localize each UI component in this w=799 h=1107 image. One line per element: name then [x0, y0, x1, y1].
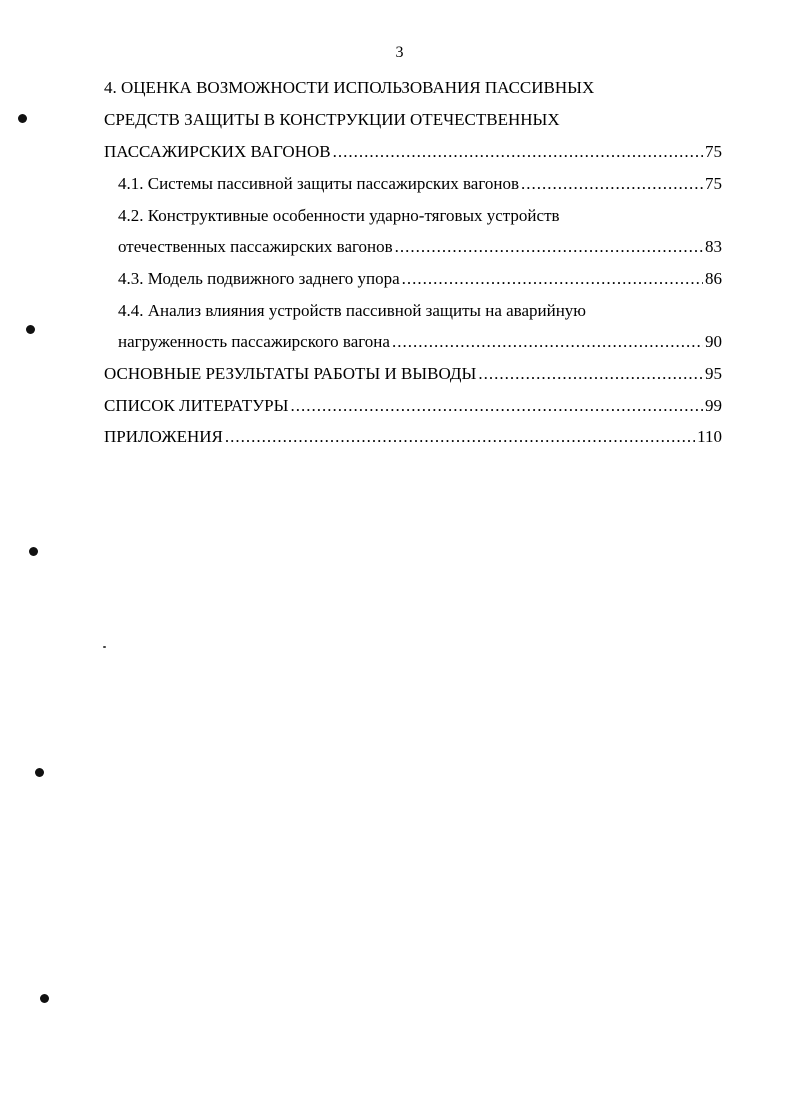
dot-leader — [395, 233, 703, 261]
binder-hole-mark — [26, 325, 35, 334]
toc-entry-4-3[interactable] — [118, 265, 722, 293]
toc-entry-title: отечественных пассажирских вагонов — [118, 237, 393, 256]
toc-entry-literature[interactable] — [104, 392, 722, 420]
toc-chapter4-title-line1: 4. ОЦЕНКА ВОЗМОЖНОСТИ ИСПОЛЬЗОВАНИЯ ПАССИВНЫХ — [104, 78, 595, 97]
dot-leader — [290, 392, 703, 420]
toc-chapter4-title-line2: СРЕДСТВ ЗАЩИТЫ В КОНСТРУКЦИИ ОТЕЧЕСТВЕННЫХ — [104, 110, 560, 129]
toc-entry-4-1[interactable] — [118, 170, 722, 198]
dot-leader — [402, 265, 703, 293]
toc-entry-page: 86 — [705, 269, 722, 288]
dot-leader — [521, 170, 703, 198]
toc-entry-4-4[interactable] — [118, 328, 722, 356]
toc-entry-page: 75 — [705, 174, 722, 193]
binder-hole-mark — [35, 768, 44, 777]
toc-entry-appendices[interactable] — [104, 423, 722, 451]
toc-entry-page: 110 — [697, 427, 722, 446]
toc-entry-4-2-line1: 4.2. Конструктивные особенности ударно-тяговых устройств — [118, 206, 560, 225]
toc-entry-page: 75 — [705, 142, 722, 161]
toc-entry-page: 95 — [705, 364, 722, 383]
toc-entry-title: 4.1. Системы пассивной защиты пассажирских вагонов — [118, 174, 519, 193]
toc-entry-title: ОСНОВНЫЕ РЕЗУЛЬТАТЫ РАБОТЫ И ВЫВОДЫ — [104, 364, 477, 383]
dot-leader — [392, 328, 703, 356]
toc-entry-page: 90 — [705, 332, 722, 351]
binder-hole-mark — [29, 547, 38, 556]
toc-entry-results[interactable] — [104, 360, 722, 388]
dot-leader — [225, 423, 695, 451]
binder-hole-mark — [18, 114, 27, 123]
binder-hole-mark — [40, 994, 49, 1003]
toc-entry-page: 83 — [705, 237, 722, 256]
dot-leader — [333, 138, 703, 166]
toc-entry-4-4-line1: 4.4. Анализ влияния устройств пассивной защиты на аварийную — [118, 301, 586, 320]
toc-entry-title: ПРИЛОЖЕНИЯ — [104, 427, 223, 446]
dot-leader — [478, 360, 703, 388]
toc-entry-4-2[interactable] — [118, 233, 722, 261]
toc-entry-title: ПАССАЖИРСКИХ ВАГОНОВ — [104, 142, 331, 161]
toc-entry-title: нагруженность пассажирского вагона — [118, 332, 390, 351]
page-number: 3 — [395, 44, 404, 61]
scan-speck — [103, 646, 106, 648]
toc-entry-chapter4[interactable] — [104, 138, 722, 166]
toc-entry-title: 4.3. Модель подвижного заднего упора — [118, 269, 400, 288]
toc-entry-page: 99 — [705, 396, 722, 415]
toc-entry-title: СПИСОК ЛИТЕРАТУРЫ — [104, 396, 289, 415]
